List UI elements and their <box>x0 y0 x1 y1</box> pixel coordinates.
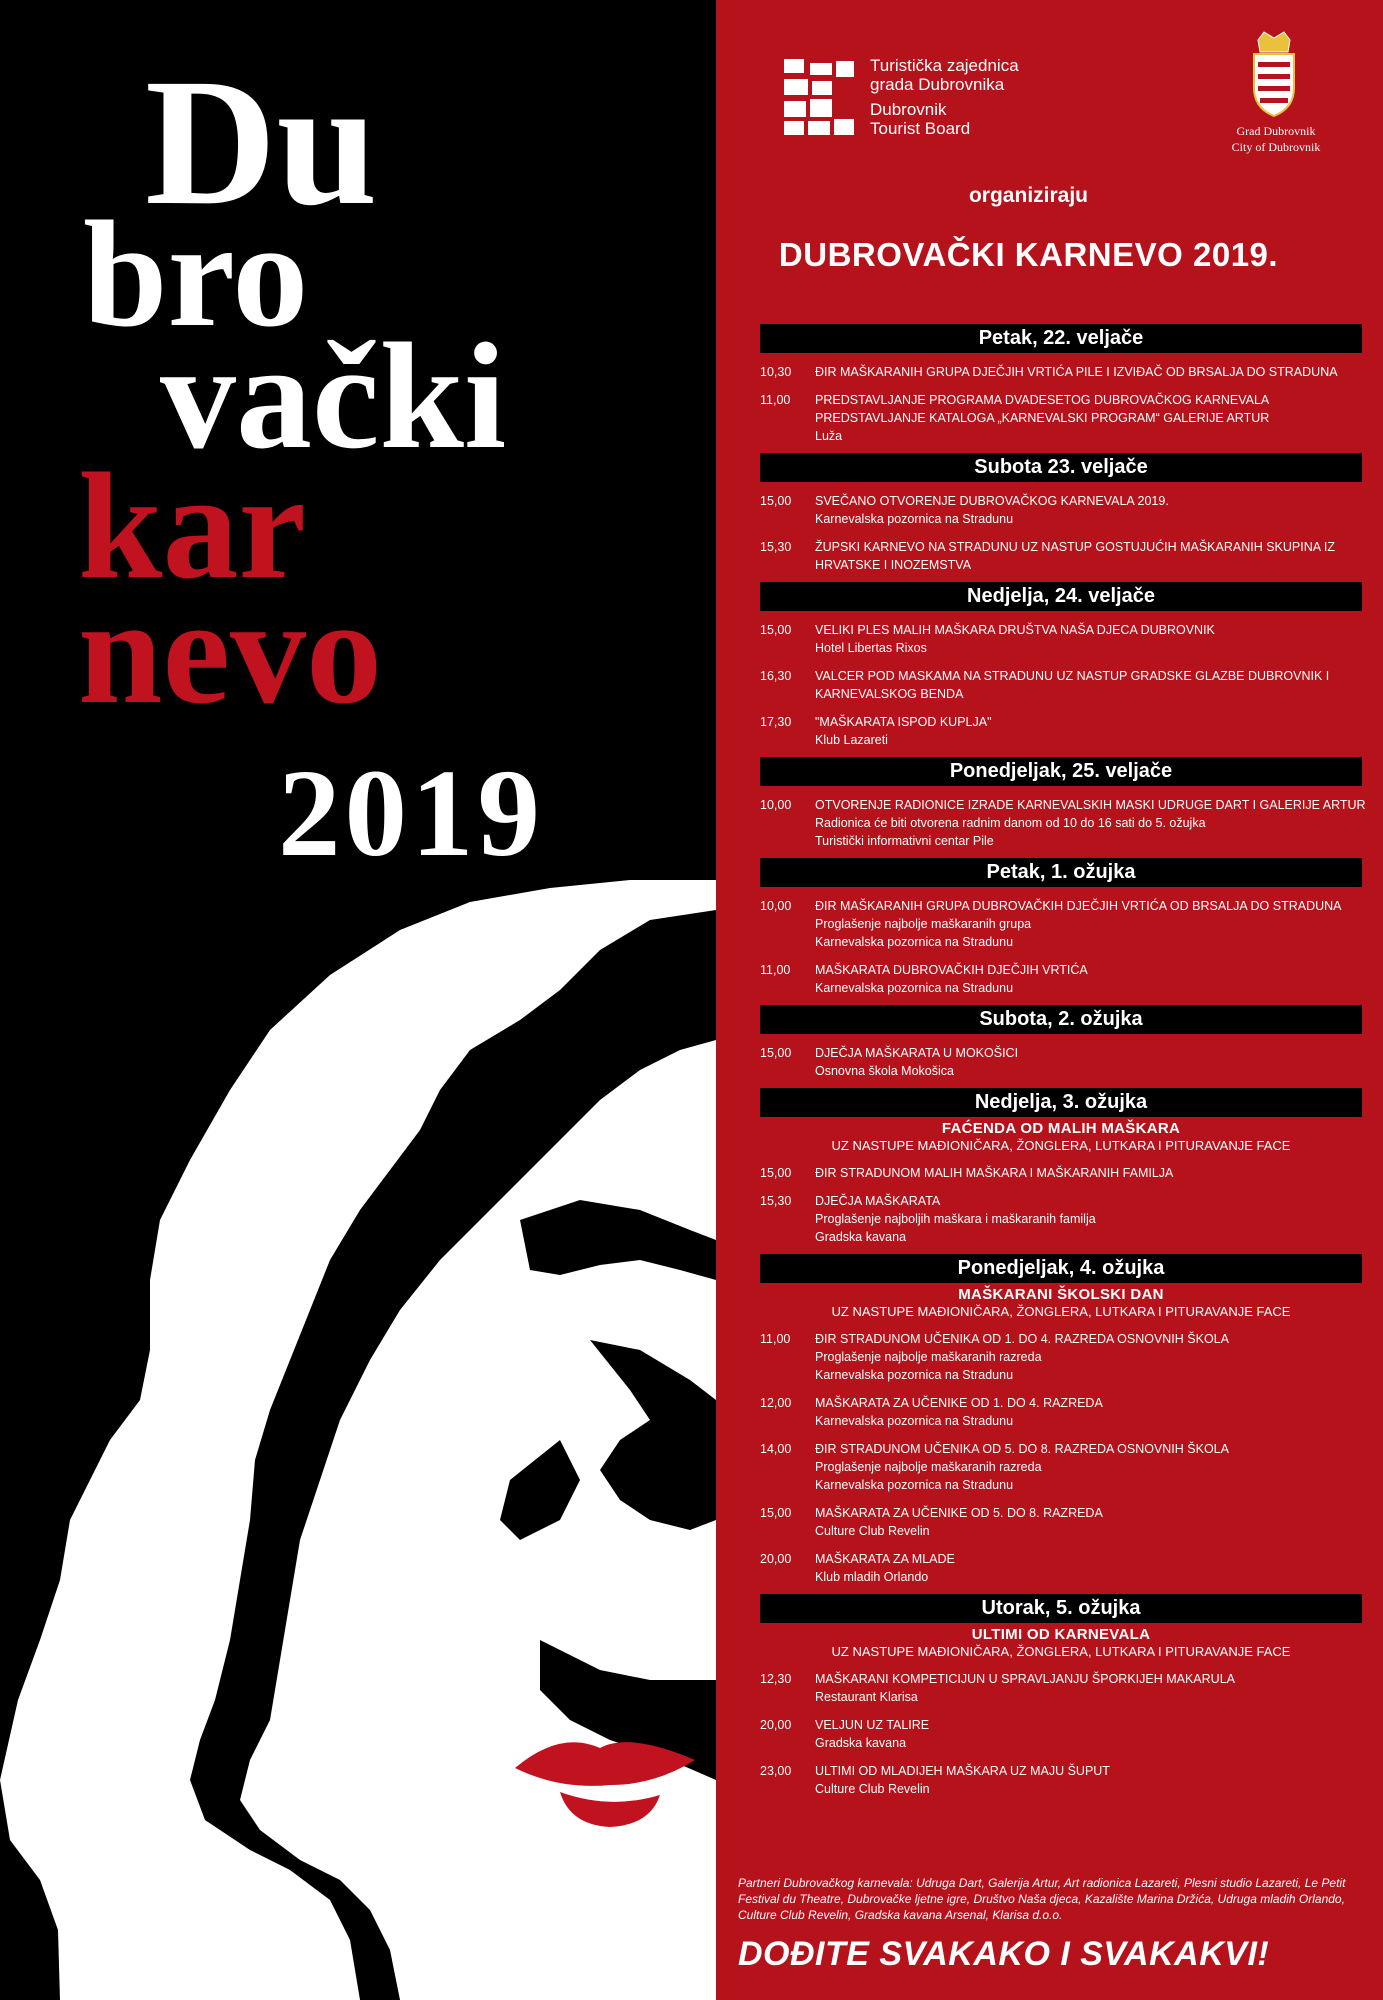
event-time: 23,00 <box>760 1764 792 1778</box>
event-time: 15,30 <box>760 1194 792 1208</box>
event-line: PREDSTAVLJANJE KATALOGA „KARNEVALSKI PROGRAM“ GALERIJE ARTUR <box>815 411 1270 425</box>
day-header: Petak, 22. veljače <box>760 324 1362 353</box>
event-details <box>815 1192 1362 1246</box>
day-header: Utorak, 5. ožujka <box>760 1594 1362 1623</box>
event-time: 12,30 <box>760 1672 792 1686</box>
event-row <box>760 1044 1362 1080</box>
event-row <box>760 391 1362 445</box>
event-row <box>760 1716 1362 1752</box>
event-line: MAŠKARATA ZA UČENIKE OD 1. DO 4. RAZREDA <box>815 1396 1103 1410</box>
event-line: ĐIR STRADUNOM MALIH MAŠKARA I MAŠKARANIH FAMILJA <box>815 1166 1174 1180</box>
tourist-board-name-en-2: Tourist Board <box>870 119 971 138</box>
event-time: 11,00 <box>760 393 791 407</box>
day-header: Ponedjeljak, 4. ožujka <box>760 1254 1362 1283</box>
event-row <box>760 1762 1362 1798</box>
event-time: 11,00 <box>760 1332 791 1346</box>
partners-text: Partneri Dubrovačkog karnevala: Udruga Dart, Galerija Artur, Art radionica Lazareti, Plesni studio Lazareti, Le Petit Festival du Theatre, Dubrovačke ljetne igre, Društvo Naša djeca, Kazalište Marina Držića, Udruga mladih Orlando, Culture Club Revelin, Gradska kavana Arsenal, Klarisa d.o.o. <box>738 1876 1346 1922</box>
event-line: Karnevalska pozornica na Stradunu <box>815 935 1014 949</box>
event-line: ĐIR MAŠKARANIH GRUPA DJEČJIH VRTIĆA PILE I IZVIĐAČ OD BRSALJA DO STRADUNA <box>815 365 1338 379</box>
day-subnote: UZ NASTUPE MAĐIONIČARA, ŽONGLERA, LUTKARA I PITURAVANJE FACE <box>831 1138 1291 1153</box>
title-word-kar: kar <box>78 442 306 610</box>
event-line: Proglašenje najbolje maškaranih razreda <box>815 1350 1042 1364</box>
event-line: KARNEVALSKOG BENDA <box>815 687 964 701</box>
event-row <box>760 538 1362 574</box>
event-row <box>760 1394 1362 1430</box>
day-header: Subota, 2. ožujka <box>760 1005 1362 1034</box>
title-word-du: Du <box>145 42 378 243</box>
event-line: ĐIR STRADUNOM UČENIKA OD 1. DO 4. RAZREDA OSNOVNIH ŠKOLA <box>815 1332 1229 1346</box>
event-line: "MAŠKARATA ISPOD KUPLJA" <box>815 715 992 729</box>
tourist-board-logo-icon <box>780 55 858 139</box>
event-time: 10,00 <box>760 798 792 812</box>
event-time: 15,00 <box>760 623 792 637</box>
event-line: Karnevalska pozornica na Stradunu <box>815 981 1014 995</box>
day-subnote: UZ NASTUPE MAĐIONIČARA, ŽONGLERA, LUTKARA I PITURAVANJE FACE <box>831 1644 1291 1659</box>
event-time: 17,30 <box>760 715 792 729</box>
event-line: MAŠKARATA ZA UČENIKE OD 5. DO 8. RAZREDA <box>815 1506 1103 1520</box>
event-line: SVEČANO OTVORENJE DUBROVAČKOG KARNEVALA 2019. <box>815 494 1169 508</box>
event-details <box>815 1670 1362 1706</box>
event-line: ŽUPSKI KARNEVO NA STRADUNU UZ NASTUP GOSTUJUĆIH MAŠKARANIH SKUPINA IZ <box>815 540 1335 554</box>
event-details <box>815 1440 1362 1494</box>
title-word-nevo: nevo <box>78 567 382 735</box>
event-line: VALCER POD MASKAMA NA STRADUNU UZ NASTUP GRADSKE GLAZBE DUBROVNIK I <box>815 669 1330 683</box>
event-line: Luža <box>815 429 843 443</box>
event-line: Turistički informativni centar Pile <box>815 834 994 848</box>
event-row <box>760 363 1362 381</box>
event-row <box>760 961 1362 997</box>
event-time: 15,00 <box>760 1506 792 1520</box>
event-row <box>760 1504 1362 1540</box>
event-details <box>815 897 1362 951</box>
event-time: 15,00 <box>760 1166 792 1180</box>
event-line: MAŠKARATA DUBROVAČKIH DJEČJIH VRTIĆA <box>815 963 1088 977</box>
day-header: Subota 23. veljače <box>760 453 1362 482</box>
event-line: ULTIMI OD MLADIJEH MAŠKARA UZ MAJU ŠUPUT <box>815 1764 1110 1778</box>
day-header: Ponedjeljak, 25. veljače <box>760 757 1362 786</box>
event-line: VELIKI PLES MALIH MAŠKARA DRUŠTVA NAŠA DJECA DUBROVNIK <box>815 623 1215 637</box>
event-details <box>815 1394 1362 1430</box>
event-schedule <box>760 316 1366 1798</box>
day-header: Nedjelja, 3. ožujka <box>760 1088 1362 1117</box>
city-crest-icon <box>1246 30 1302 120</box>
event-row <box>760 621 1362 657</box>
event-line: Restaurant Klarisa <box>815 1690 918 1704</box>
event-row <box>760 713 1362 749</box>
event-row <box>760 1670 1362 1706</box>
event-time: 15,00 <box>760 1046 792 1060</box>
event-main-title: DUBROVAČKI KARNEVO 2019. <box>778 236 1279 273</box>
event-time: 20,00 <box>760 1552 792 1566</box>
event-time: 15,30 <box>760 540 792 554</box>
event-line: Karnevalska pozornica na Stradunu <box>815 1414 1014 1428</box>
event-time: 15,00 <box>760 494 792 508</box>
tourist-board-name-en-1: Dubrovnik <box>870 100 947 119</box>
event-line: ĐIR STRADUNOM UČENIKA OD 5. DO 8. RAZREDA OSNOVNIH ŠKOLA <box>815 1442 1229 1456</box>
event-row <box>760 1550 1362 1586</box>
day-header: Nedjelja, 24. veljače <box>760 582 1362 611</box>
tourist-board-name-hr-1: Turistička zajednica <box>870 56 1019 75</box>
event-details <box>815 492 1362 528</box>
event-line: PREDSTAVLJANJE PROGRAMA DVADESETOG DUBROVAČKOG KARNEVALA <box>815 393 1270 407</box>
event-details <box>815 1330 1362 1384</box>
event-line: Karnevalska pozornica na Stradunu <box>815 1368 1014 1382</box>
event-line: Radionica će biti otvorena radnim danom od 10 do 16 sati do 5. ožujka <box>815 816 1206 830</box>
event-line: Culture Club Revelin <box>815 1782 930 1796</box>
event-line: Proglašenje najbolje maškaranih razreda <box>815 1460 1042 1474</box>
event-line: MAŠKARANI KOMPETICIJUN U SPRAVLJANJU ŠPORKIJEH MAKARULA <box>815 1672 1235 1686</box>
event-line: Klub Lazareti <box>815 733 888 747</box>
event-line: MAŠKARATA ZA MLADE <box>815 1552 955 1566</box>
title-year: 2019 <box>278 745 544 883</box>
event-row <box>760 897 1362 951</box>
slogan: DOĐITE SVAKAKO I SVAKAKVI! <box>738 1935 1270 1973</box>
event-row <box>760 796 1366 850</box>
event-line: Gradska kavana <box>815 1230 907 1244</box>
event-time: 16,30 <box>760 669 792 683</box>
city-name-en: City of Dubrovnik <box>1231 140 1321 154</box>
day-subtitle: MAŠKARANI ŠKOLSKI DAN <box>958 1286 1164 1303</box>
event-time: 11,00 <box>760 963 791 977</box>
event-details <box>815 1504 1362 1540</box>
day-subnote: UZ NASTUPE MAĐIONIČARA, ŽONGLERA, LUTKARA I PITURAVANJE FACE <box>831 1304 1291 1319</box>
event-line: VELJUN UZ TALIRE <box>815 1718 930 1732</box>
event-time: 10,00 <box>760 899 792 913</box>
event-line: Karnevalska pozornica na Stradunu <box>815 512 1014 526</box>
event-details <box>815 363 1362 381</box>
event-line: Osnovna škola Mokošica <box>815 1064 954 1078</box>
event-details <box>815 961 1362 997</box>
title-word-bro: bro <box>83 190 309 358</box>
event-line: HRVATSKE I INOZEMSTVA <box>815 558 972 572</box>
event-row <box>760 1164 1362 1182</box>
event-details <box>815 1716 1362 1752</box>
event-row <box>760 1440 1362 1494</box>
event-row <box>760 1192 1362 1246</box>
event-details <box>815 1550 1362 1586</box>
event-line: OTVORENJE RADIONICE IZRADE KARNEVALSKIH MASKI UDRUGE DART I GALERIJE ARTUR <box>815 798 1366 812</box>
event-time: 12,00 <box>760 1396 792 1410</box>
event-line: Gradska kavana <box>815 1736 907 1750</box>
event-row <box>760 1330 1362 1384</box>
event-line: Karnevalska pozornica na Stradunu <box>815 1478 1014 1492</box>
tourist-board-name-hr-2: grada Dubrovnika <box>870 75 1005 94</box>
event-line: DJEČJA MAŠKARATA <box>815 1194 941 1208</box>
event-details <box>815 391 1362 445</box>
event-line: Proglašenje najboljih maškara i maškaranih familja <box>815 1212 1096 1226</box>
city-name-hr: Grad Dubrovnik <box>1236 124 1316 138</box>
event-line: DJEČJA MAŠKARATA U MOKOŠICI <box>815 1046 1019 1060</box>
event-details <box>815 1164 1362 1182</box>
event-details <box>815 796 1366 850</box>
face-illustration <box>0 880 716 2000</box>
event-details <box>815 538 1362 574</box>
title-word-vacki: vački <box>160 312 507 480</box>
event-line: ĐIR MAŠKARANIH GRUPA DUBROVAČKIH DJEČJIH VRTIĆA OD BRSALJA DO STRADUNA <box>815 899 1342 913</box>
day-subtitle: ULTIMI OD KARNEVALA <box>971 1626 1151 1643</box>
event-line: Proglašenje najbolje maškaranih grupa <box>815 917 1032 931</box>
day-subtitle: FAĆENDA OD MALIH MAŠKARA <box>941 1120 1181 1137</box>
event-line: Klub mladih Orlando <box>815 1570 929 1584</box>
event-details <box>815 1044 1362 1080</box>
event-details <box>815 1762 1362 1798</box>
event-row <box>760 492 1362 528</box>
event-details <box>815 621 1362 657</box>
event-line: Hotel Libertas Rixos <box>815 641 927 655</box>
event-time: 10,30 <box>760 365 792 379</box>
event-line: Culture Club Revelin <box>815 1524 930 1538</box>
event-time: 14,00 <box>760 1442 792 1456</box>
day-header: Petak, 1. ožujka <box>760 858 1362 887</box>
organizers-label: organiziraju <box>968 184 1089 207</box>
event-row <box>760 667 1362 703</box>
poster-right-panel <box>716 0 1383 2000</box>
event-details <box>815 713 1362 749</box>
event-time: 20,00 <box>760 1718 792 1732</box>
event-details <box>815 667 1362 703</box>
